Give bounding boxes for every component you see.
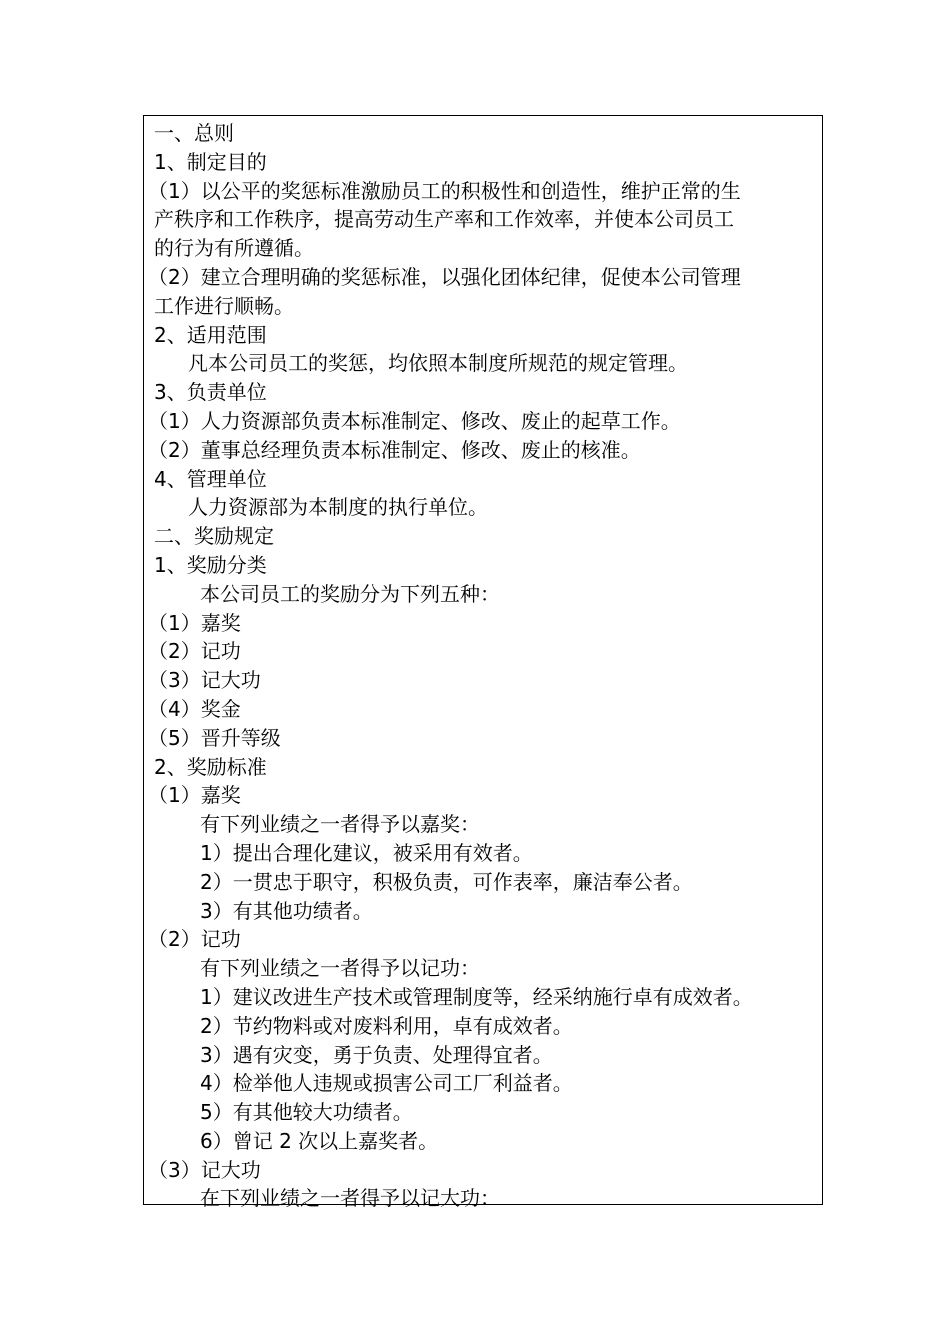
document-text-line: 4、管理单位 bbox=[154, 466, 267, 491]
document-text-line: 2、奖励标准 bbox=[154, 754, 267, 779]
document-text-line: （1）嘉奖 bbox=[148, 783, 241, 808]
document-text-line: 5）有其他较大功绩者。 bbox=[200, 1100, 413, 1125]
document-text-line: 有下列业绩之一者得予以记功： bbox=[200, 956, 480, 981]
document-text-line: 1、奖励分类 bbox=[154, 552, 267, 577]
document-text-line: 1）建议改进生产技术或管理制度等，经采纳施行卓有成效者。 bbox=[200, 984, 753, 1009]
document-text-line: 3、负责单位 bbox=[154, 380, 267, 405]
document-text-line: （2）记功 bbox=[148, 927, 241, 952]
document-text-line: 二、奖励规定 bbox=[154, 524, 274, 549]
document-text-line: （2）记功 bbox=[148, 639, 241, 664]
document-text-line: （5）晋升等级 bbox=[148, 725, 281, 750]
document-text-line: （2）董事总经理负责本标准制定、修改、废止的核准。 bbox=[148, 437, 641, 462]
document-text-line: 2）节约物料或对废料利用，卓有成效者。 bbox=[200, 1013, 573, 1038]
document-text-line: 凡本公司员工的奖惩，均依照本制度所规范的规定管理。 bbox=[188, 351, 688, 376]
document-text-line: 2）一贯忠于职守，积极负责，可作表率，廉洁奉公者。 bbox=[200, 869, 693, 894]
document-text-line: 3）有其他功绩者。 bbox=[200, 898, 373, 923]
document-text-line: 1、制定目的 bbox=[154, 149, 267, 174]
document-text-line: 6）曾记 2 次以上嘉奖者。 bbox=[200, 1128, 439, 1153]
document-content-box bbox=[143, 115, 823, 1211]
document-text-line: （4）奖金 bbox=[148, 696, 241, 721]
document-text-line: （1）人力资源部负责本标准制定、修改、废止的起草工作。 bbox=[148, 408, 681, 433]
document-text-line: 的行为有所遵循。 bbox=[154, 236, 314, 261]
document-text-line: 人力资源部为本制度的执行单位。 bbox=[188, 495, 488, 520]
document-text-line: （1）嘉奖 bbox=[148, 610, 241, 635]
document-text-line: （3）记大功 bbox=[148, 1157, 261, 1182]
document-text-line: 1）提出合理化建议，被采用有效者。 bbox=[200, 840, 533, 865]
document-text-line: 有下列业绩之一者得予以嘉奖： bbox=[200, 812, 480, 837]
document-text-line: （1）以公平的奖惩标准激励员工的积极性和创造性，维护正常的生 bbox=[148, 178, 741, 203]
document-text-line: 产秩序和工作秩序，提高劳动生产率和工作效率，并使本公司员工 bbox=[154, 207, 734, 232]
document-text-line: 在下列业绩之一者得予以记大功： bbox=[200, 1186, 500, 1211]
document-text-line: （2）建立合理明确的奖惩标准，以强化团体纪律，促使本公司管理 bbox=[148, 264, 741, 289]
document-text-line: 工作进行顺畅。 bbox=[154, 293, 294, 318]
document-text-line: （3）记大功 bbox=[148, 668, 261, 693]
document-text-line: 本公司员工的奖励分为下列五种： bbox=[200, 581, 500, 606]
document-text-line: 3）遇有灾变，勇于负责、处理得宜者。 bbox=[200, 1042, 553, 1067]
document-text-line: 一、总则 bbox=[154, 121, 234, 145]
document-text-line: 4）检举他人违规或损害公司工厂利益者。 bbox=[200, 1071, 573, 1096]
document-text-line: 2、适用范围 bbox=[154, 322, 267, 347]
